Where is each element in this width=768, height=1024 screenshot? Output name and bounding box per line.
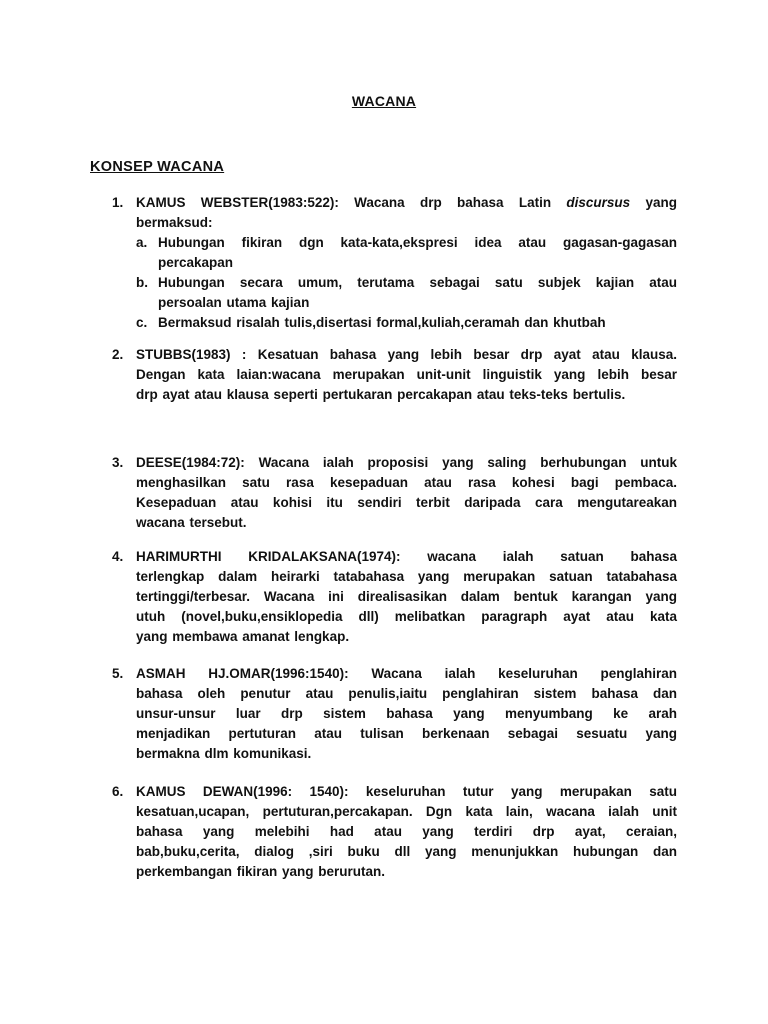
list-item-6 (112, 782, 677, 882)
list-item-line: bahasa yang melebihi had atau yang terdiri drp ayat, ceraian, (136, 824, 677, 839)
list-item-line: Kesepaduan atau kohisi itu sendiri terbit daripada cara mengutareakan (136, 495, 677, 510)
list-item-4 (112, 547, 677, 647)
list-item-line: KAMUS DEWAN(1996: 1540): keseluruhan tutur yang merupakan satu (136, 784, 677, 799)
list-item-line: bahasa oleh penutur atau penulis,iaitu penglahiran sistem bahasa dan (136, 686, 677, 701)
list-number: 5. (112, 666, 124, 681)
list-item-5 (112, 664, 677, 764)
list-item-3 (112, 453, 677, 533)
list-item-line: perkembangan fikiran yang berurutan. (136, 864, 386, 879)
list-item-line: unsur-unsur luar drp sistem bahasa yang menyumbang ke arah (136, 706, 677, 721)
list-item-line: bermaksud: (136, 215, 213, 230)
sub-item-b: b. Hubungan secara umum, terutama sebagai satu subjek kajian atau persoalan utama kajian (136, 275, 677, 310)
list-item-1 (112, 193, 677, 333)
list-item-line: Dengan kata laian:wacana merupakan unit-unit linguistik yang lebih besar (136, 367, 677, 382)
list-item-2 (112, 345, 677, 405)
list-item-line: KAMUS WEBSTER(1983:522): Wacana drp bahasa Latin discursus yang (136, 195, 677, 210)
list-number: 1. (112, 195, 124, 210)
list-item-line: menjadikan pertuturan atau tulisan berkenaan sebagai sesuatu yang (136, 726, 677, 741)
list-item-line: yang membawa amanat lengkap. (136, 629, 350, 644)
emphasis-term: discursus (566, 195, 631, 210)
list-item-line: drp ayat atau klausa seperti pertukaran percakapan atau teks-teks bertulis. (136, 387, 626, 402)
list-number: 2. (112, 347, 124, 362)
list-item-line: DEESE(1984:72): Wacana ialah proposisi yang saling berhubungan untuk (136, 455, 677, 470)
list-item-line: bab,buku,cerita, dialog ,siri buku dll yang menunjukkan hubungan dan (136, 844, 677, 859)
list-number: 4. (112, 549, 124, 564)
list-item-line: bermakna dlm komunikasi. (136, 746, 312, 761)
list-item-line: ASMAH HJ.OMAR(1996:1540): Wacana ialah keseluruhan penglahiran (136, 666, 677, 681)
list-item-line: wacana tersebut. (136, 515, 247, 530)
list-item-line: menghasilkan satu rasa kesepaduan atau rasa kohesi bagi pembaca. (136, 475, 677, 490)
sub-item-c: c. Bermaksud risalah tulis,disertasi formal,kuliah,ceramah dan khutbah (136, 315, 606, 330)
list-item-line: STUBBS(1983) : Kesatuan bahasa yang lebih besar drp ayat atau klausa. (136, 347, 677, 362)
list-item-line: utuh (novel,buku,ensiklopedia dll) melibatkan paragraph ayat atau kata (136, 609, 677, 624)
page-title: WACANA (351, 93, 417, 109)
list-item-line: tertinggi/terbesar. Wacana ini direalisasikan dalam bentuk karangan yang (136, 589, 677, 604)
list-item-line: terlengkap dalam heirarki tatabahasa yang merupakan satuan tatabahasa (136, 569, 677, 584)
list-number: 3. (112, 455, 124, 470)
section-heading: KONSEP WACANA (90, 159, 225, 175)
list-number: 6. (112, 784, 124, 799)
sub-item-a: a. Hubungan fikiran dgn kata-kata,ekspresi idea atau gagasan-gagasan percakapan (136, 235, 677, 270)
list-item-line: HARIMURTHI KRIDALAKSANA(1974): wacana ialah satuan bahasa (136, 549, 677, 564)
list-item-line: kesatuan,ucapan, pertuturan,percakapan. Dgn kata lain, wacana ialah unit (136, 804, 677, 819)
